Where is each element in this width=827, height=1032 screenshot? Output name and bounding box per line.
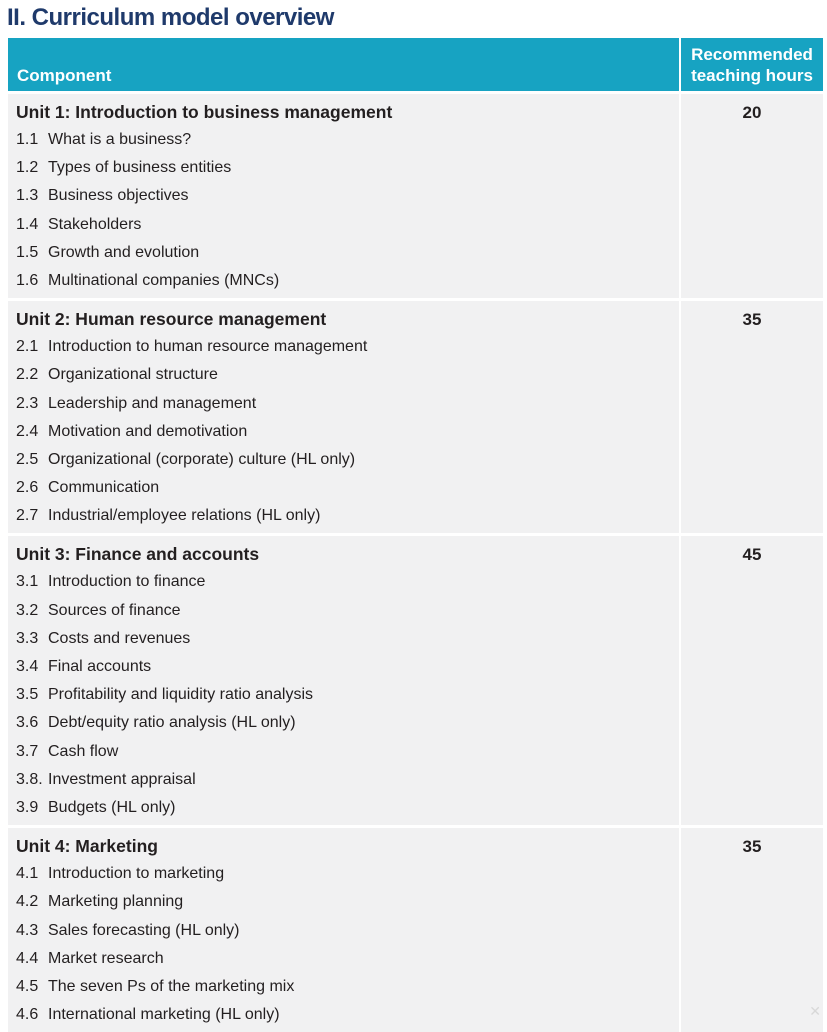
topic-text: Budgets (HL only) [48,798,176,816]
topic-item [16,973,679,1001]
topic-text: Marketing planning [48,893,184,911]
topic-item [16,333,679,361]
topic-item [16,681,679,709]
topic-text: What is a business? [48,131,192,148]
topic-text: Multinational companies (MNCs) [48,271,280,289]
topic-text: Market research [48,949,164,967]
topic-number: 2.5 [16,450,39,468]
topic-item [16,154,679,182]
topic-number: 3.8. [16,770,43,788]
topic-number: 2.1 [16,338,39,356]
topic-item [16,794,679,822]
topic-item [16,568,679,596]
topic-text: Industrial/employee relations (HL only) [48,507,321,525]
topic-item [16,709,679,737]
topic-item [16,502,679,530]
unit-row [8,298,823,533]
header-hours-line1: Recommended [691,45,813,64]
topic-item [16,625,679,653]
topic-text: Sales forecasting (HL only) [48,921,240,939]
topic-number: 3.6 [16,714,39,732]
unit-content [8,301,681,533]
topic-item [16,597,679,625]
topic-item [16,267,679,295]
topic-number: 4.6 [16,1006,39,1024]
topic-item [16,390,679,418]
topic-number: 2.3 [16,394,39,412]
topic-number: 3.9 [16,798,39,816]
topic-item [16,945,679,973]
topic-number: 4.1 [16,865,39,883]
page-title: II. Curriculum model overview [7,4,334,31]
topic-text: International marketing (HL only) [48,1006,280,1024]
topic-item [16,211,679,239]
topic-item [16,738,679,766]
unit-hours: 45 [742,545,762,565]
topic-number: 3.1 [16,573,39,591]
topic-number: 1.5 [16,243,39,261]
topic-text: Business objectives [48,187,189,205]
topic-item [16,653,679,681]
curriculum-table [8,38,823,1032]
header-component: Component [8,38,681,91]
topic-item [16,418,679,446]
topic-number: 1.2 [16,159,39,177]
unit-hours: 20 [742,103,762,122]
header-hours [681,38,823,91]
topic-text: Introduction to marketing [48,865,225,883]
topic-number: 1.3 [16,187,39,205]
topic-item [16,766,679,794]
topic-item [16,1001,679,1029]
unit-title: Unit 1: Introduction to business management [16,102,393,122]
header-hours-line2: teaching hours [691,66,813,85]
topic-text: Communication [48,479,160,497]
topic-text: Introduction to finance [48,573,206,591]
unit-content [8,828,681,1032]
topic-text: Profitability and liquidity ratio analysis [48,686,314,704]
topic-text: Cash flow [48,742,119,760]
topic-text: Investment appraisal [48,770,196,788]
topic-item [16,239,679,267]
topic-text: Organizational structure [48,366,218,384]
topic-text: Stakeholders [48,215,142,233]
unit-row [8,533,823,825]
topic-number: 1.4 [16,215,39,233]
topic-item [16,474,679,502]
topic-number: 3.2 [16,601,39,619]
topic-text: Types of business entities [48,159,232,177]
topic-text: Sources of finance [48,601,181,619]
topic-number: 2.2 [16,366,39,384]
topic-number: 1.6 [16,271,39,289]
unit-content [8,94,681,298]
watermark-logo: ✕ [809,1003,821,1019]
topic-text: Motivation and demotivation [48,422,248,440]
topic-number: 1.1 [16,131,39,148]
topic-number: 2.6 [16,479,39,497]
table-body [8,91,823,1032]
topic-item [16,917,679,945]
topic-number: 3.3 [16,629,39,647]
topic-item [16,888,679,916]
topic-text: Leadership and management [48,394,257,412]
unit-row [8,91,823,298]
topic-number: 3.4 [16,658,39,675]
table-header [8,38,823,91]
unit-title: Unit 2: Human resource management [16,309,327,330]
unit-title: Unit 3: Finance and accounts [16,544,260,565]
topic-number: 2.7 [16,507,39,525]
topic-item [16,126,679,154]
topic-text: The seven Ps of the marketing mix [48,977,295,995]
topic-number: 4.5 [16,977,39,995]
topic-number: 3.5 [16,686,39,704]
topic-text: Organizational (corporate) culture (HL only) [48,450,356,468]
topic-number: 2.4 [16,422,39,440]
topic-text: Introduction to human resource management [48,338,368,356]
topic-item [16,446,679,474]
topic-number: 4.4 [16,949,39,967]
topic-number: 4.3 [16,921,39,939]
topic-item [16,182,679,210]
topic-text: Costs and revenues [48,629,191,647]
topic-number: 4.2 [16,893,39,911]
topic-text: Debt/equity ratio analysis (HL only) [48,714,296,732]
topic-text: Final accounts [48,658,152,675]
topic-item [16,860,679,888]
unit-hours: 35 [742,310,762,330]
topic-text: Growth and evolution [48,243,200,261]
unit-title: Unit 4: Marketing [16,836,158,857]
unit-row [8,825,823,1032]
topic-number: 3.7 [16,742,39,760]
unit-content [8,536,681,825]
topic-item [16,361,679,389]
unit-hours: 35 [742,837,762,857]
